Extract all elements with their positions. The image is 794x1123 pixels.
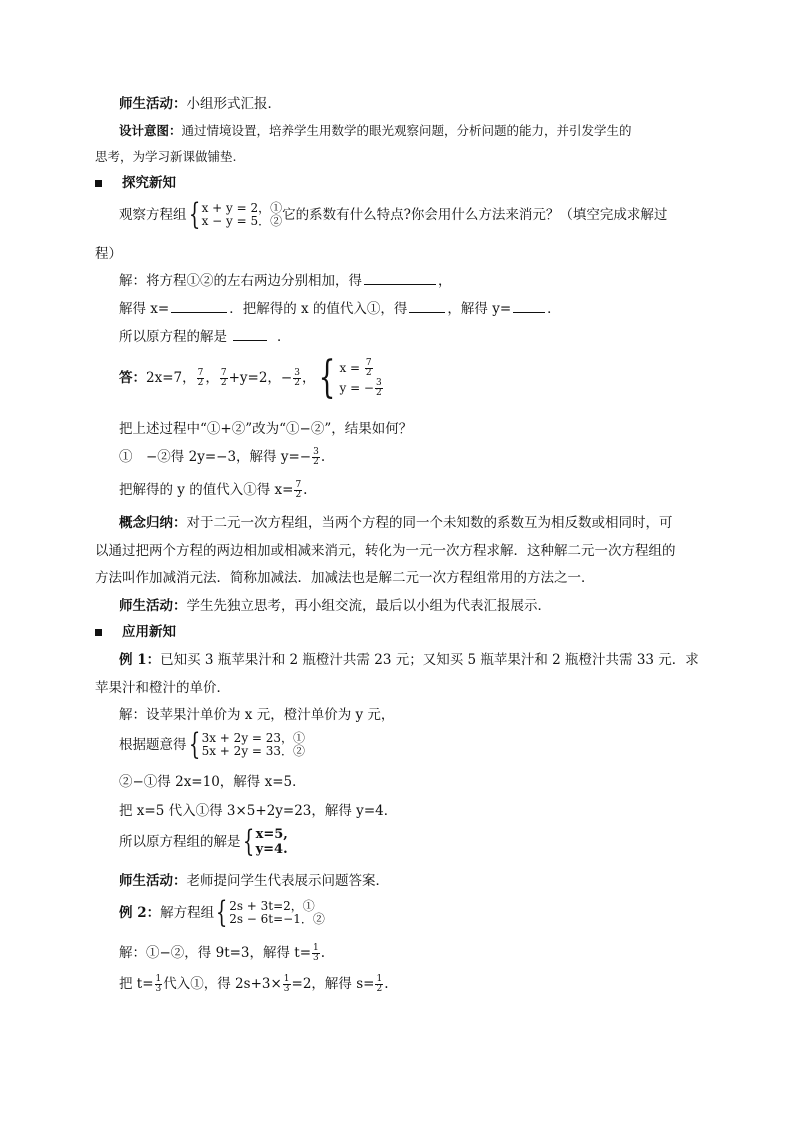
solution-system: x = $\frac{7}{2}$ y = − $\frac{3}{2}$ [339,358,382,398]
brace-icon: { [242,824,254,859]
fraction: $\frac{7}{2}$ [365,358,372,378]
teacher-student-activity-1: 师生活动：小组形式汇报． [119,96,281,112]
concept-summary: 概念归纳：对于二元一次方程组，当两个方程的同一个未知数的系数互为相反数或相同时，可 [119,515,673,531]
example-1: 例 1：已知买 3 瓶苹果汁和 2 瓶橙汁共需 23 元；又知买 5 瓶苹果汁和 2 瓶橙汁共需 33 元．求 [119,652,699,668]
design-intent-cont: 思考，为学习新课做铺垫. [95,149,237,164]
fraction: $\frac{3}{2}$ [313,447,319,467]
fraction: $\frac{3}{2}$ [376,378,382,398]
example-2-step-2: 把 t= $\frac{1}{3}$ 代入①，得 2s+3× $\frac{1}{3}$ =2，解得 s= $\frac{1}{2}$ . [119,974,389,994]
explore-question: 观察方程组{ x + y = 2，① x − y = 5．②它的系数有什么特点?你会用什么方法来消元？（填空完成求解过 [119,197,668,232]
solution-system: x=5, y=4. [255,827,288,857]
fraction: $\frac{3}{2}$ [294,367,300,388]
teacher-student-activity-2: 师生活动：学生先独立思考，再小组交流，最后以小组为代表汇报展示． [119,598,551,614]
square-bullet-icon [95,629,102,636]
example-1-step-2: 根据题意得{ 3x + 2y = 23，① 5x + 2y = 33．② [119,727,306,762]
concept-summary-line3: 方法叫作加减消元法．简称加减法．加减法也是解二元一次方程组常用的方法之一． [95,570,595,586]
fraction: $\frac{1}{3}$ [313,943,319,963]
answer-line: 答：2x=7， $\frac{7}{2}$ ， $\frac{7}{2}$ +y=2，− $\frac{3}{2}$ ，{ x = $\frac{7}{2}$ y = − $\frac{3}{2}$ [119,352,382,403]
fraction: $\frac{1}{3}$ [155,974,162,994]
answer-blank[interactable] [171,300,227,313]
design-intent: 设计意图：通过情境设置，培养学生用数学的眼光观察问题，分析问题的能力，并引发学生的 [119,123,632,138]
example-1-cont: 苹果汁和橙汁的单价． [95,680,230,696]
teacher-student-activity-3: 师生活动：老师提问学生代表展示问题答案． [119,873,389,889]
brace-icon: { [319,352,336,403]
example-2: 例 2：解方程组{ 2s + 3t=2，① 2s − 6t=−1．② [119,895,325,930]
section-heading-apply: 应用新知 [95,623,176,641]
equation-system: x + y = 2，① x − y = 5．② [201,201,283,228]
concept-summary-line2: 以通过把两个方程的两边相加或相减来消元，转化为一元一次方程求解．这种解二元一次方程组的 [95,543,676,559]
example-1-step-1: 解：设苹果汁单价为 x 元，橙汁单价为 y 元， [119,707,395,723]
answer-blank[interactable] [409,300,445,313]
result-line-1: ① −②得 2y=−3，解得 y=− $\frac{3}{2}$ . [119,447,326,467]
equation-system: 3x + 2y = 23，① 5x + 2y = 33．② [201,731,306,758]
fraction: $\frac{7}{2}$ [197,367,204,388]
section-heading-explore: 探究新知 [95,174,176,192]
answer-blank[interactable] [513,300,545,313]
fraction: $\frac{7}{2}$ [295,480,302,500]
example-2-step-1: 解：①−②，得 9t=3，解得 t= $\frac{1}{3}$ . [119,943,326,963]
equation-system: 2s + 3t=2，① 2s − 6t=−1．② [229,899,325,926]
answer-blank[interactable] [364,272,436,285]
explore-question-cont: 程） [95,246,122,262]
answer-blank[interactable] [233,328,267,341]
brace-icon: { [188,197,200,232]
result-line-2: 把解得的 y 的值代入①得 x= $\frac{7}{2}$ . [119,480,308,500]
example-1-step-4: 把 x=5 代入①得 3×5+2y=23，解得 y=4． [119,803,398,819]
fraction: $\frac{7}{2}$ [220,367,227,388]
example-1-step-3: ②−①得 2x=10，解得 x=5． [119,774,306,790]
square-bullet-icon [95,180,102,187]
fill-line-1: 解：将方程①②的左右两边分别相加，得 ， [119,273,452,289]
fill-line-2: 解得 x= ．把解得的 x 的值代入①，得 ，解得 y= ． [119,301,561,317]
fraction: $\frac{1}{2}$ [376,974,383,994]
brace-icon: { [215,895,228,930]
question-2: 把上述过程中“①+②”改为“①−②”，结果如何？ [119,421,413,437]
brace-icon: { [188,727,200,762]
example-1-step-5: 所以原方程组的解是{ x=5, y=4. [119,824,288,859]
fraction: $\frac{1}{3}$ [283,974,290,994]
fill-line-3: 所以原方程的解是 ． [119,329,291,345]
